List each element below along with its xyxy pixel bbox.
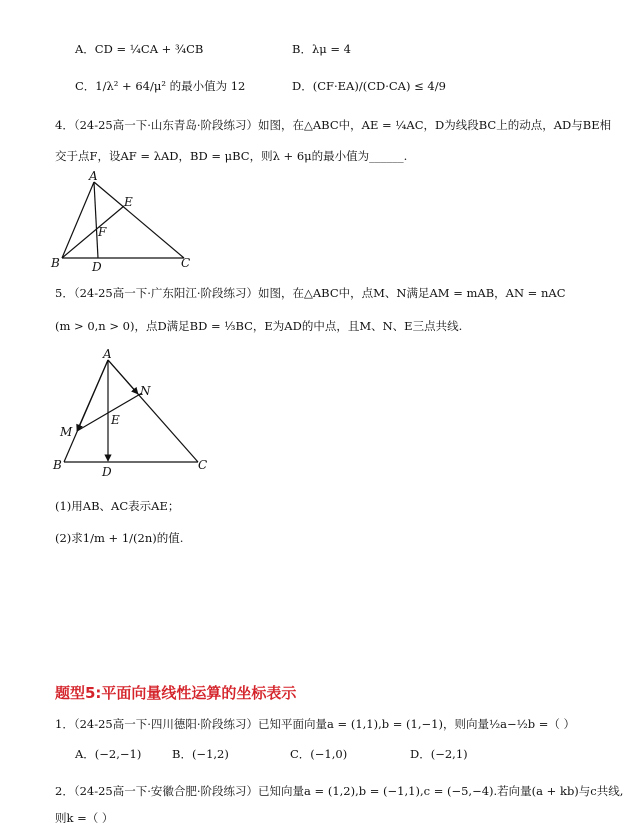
- q4-label-b: B: [51, 256, 60, 270]
- q5-stem-line1: 5．（24-25高一下·广东阳江·阶段练习）如图，在△ABC中，点M、N满足AM = mAB，AN = nAC: [55, 286, 566, 300]
- q5-stem-line2: (m > 0,n > 0)，点D满足BD = ⅓BC，E为AD的中点，且M、N、E三点共线.: [55, 319, 463, 333]
- q3-option-c: C．1/λ² + 64/μ² 的最小值为 12: [75, 79, 246, 93]
- q4-label-d: D: [92, 260, 102, 274]
- q4-stem-line2: 交于点F，设AF = λAD，BD = μBC，则λ + 6μ的最小值为______.: [55, 149, 408, 163]
- q4-label-c: C: [181, 256, 191, 270]
- q5-sub1: (1)用AB、AC表示AE；: [55, 499, 180, 513]
- q5-label-b: B: [53, 458, 62, 472]
- q1-option-a: A．(−2,−1): [75, 747, 142, 761]
- q3-option-a: A．CD = ¼CA + ¾CB: [75, 42, 204, 56]
- q1-option-c: C．(−1,0): [290, 747, 348, 761]
- q1-option-d: D．(−2,1): [410, 747, 468, 761]
- q5-label-m: M: [60, 425, 73, 439]
- q2-stem-line2: 则k =（ ）: [55, 811, 114, 825]
- q4-stem-line1: 4．（24-25高一下·山东青岛·阶段练习）如图，在△ABC中，AE = ¼AC，D为线段BC上的动点，AD与BE相: [55, 118, 612, 132]
- q4-label-f: F: [98, 225, 107, 239]
- q4-label-a: A: [89, 170, 98, 183]
- q2-stem: 2．（24-25高一下·安徽合肥·阶段练习）已知向量a = (1,2),b = (−1,1),c = (−5,−4).若向量(a + kb)与c共线,: [55, 784, 624, 798]
- section-title: 题型5:平面向量线性运算的坐标表示: [55, 684, 297, 702]
- q5-label-e: E: [111, 413, 120, 427]
- q5-sub2: (2)求1/m + 1/(2n)的值.: [55, 531, 184, 545]
- q3-option-b: B．λμ = 4: [292, 42, 351, 56]
- q5-label-c: C: [198, 458, 208, 472]
- q5-label-a: A: [103, 348, 112, 361]
- q5-label-n: N: [140, 384, 151, 398]
- q3-option-d: D．(CF·EA)/(CD·CA) ≤ 4/9: [292, 79, 446, 93]
- q5-label-d: D: [102, 465, 112, 478]
- q1-stem: 1．（24-25高一下·四川德阳·阶段练习）已知平面向量a = (1,1),b = (1,−1)，则向量½a−½b =（ ）: [55, 717, 576, 731]
- q4-label-e: E: [124, 195, 133, 209]
- q1-option-b: B．(−1,2): [172, 747, 229, 761]
- q5-triangle-figure: [50, 348, 220, 478]
- q4-triangle-figure: [48, 170, 198, 275]
